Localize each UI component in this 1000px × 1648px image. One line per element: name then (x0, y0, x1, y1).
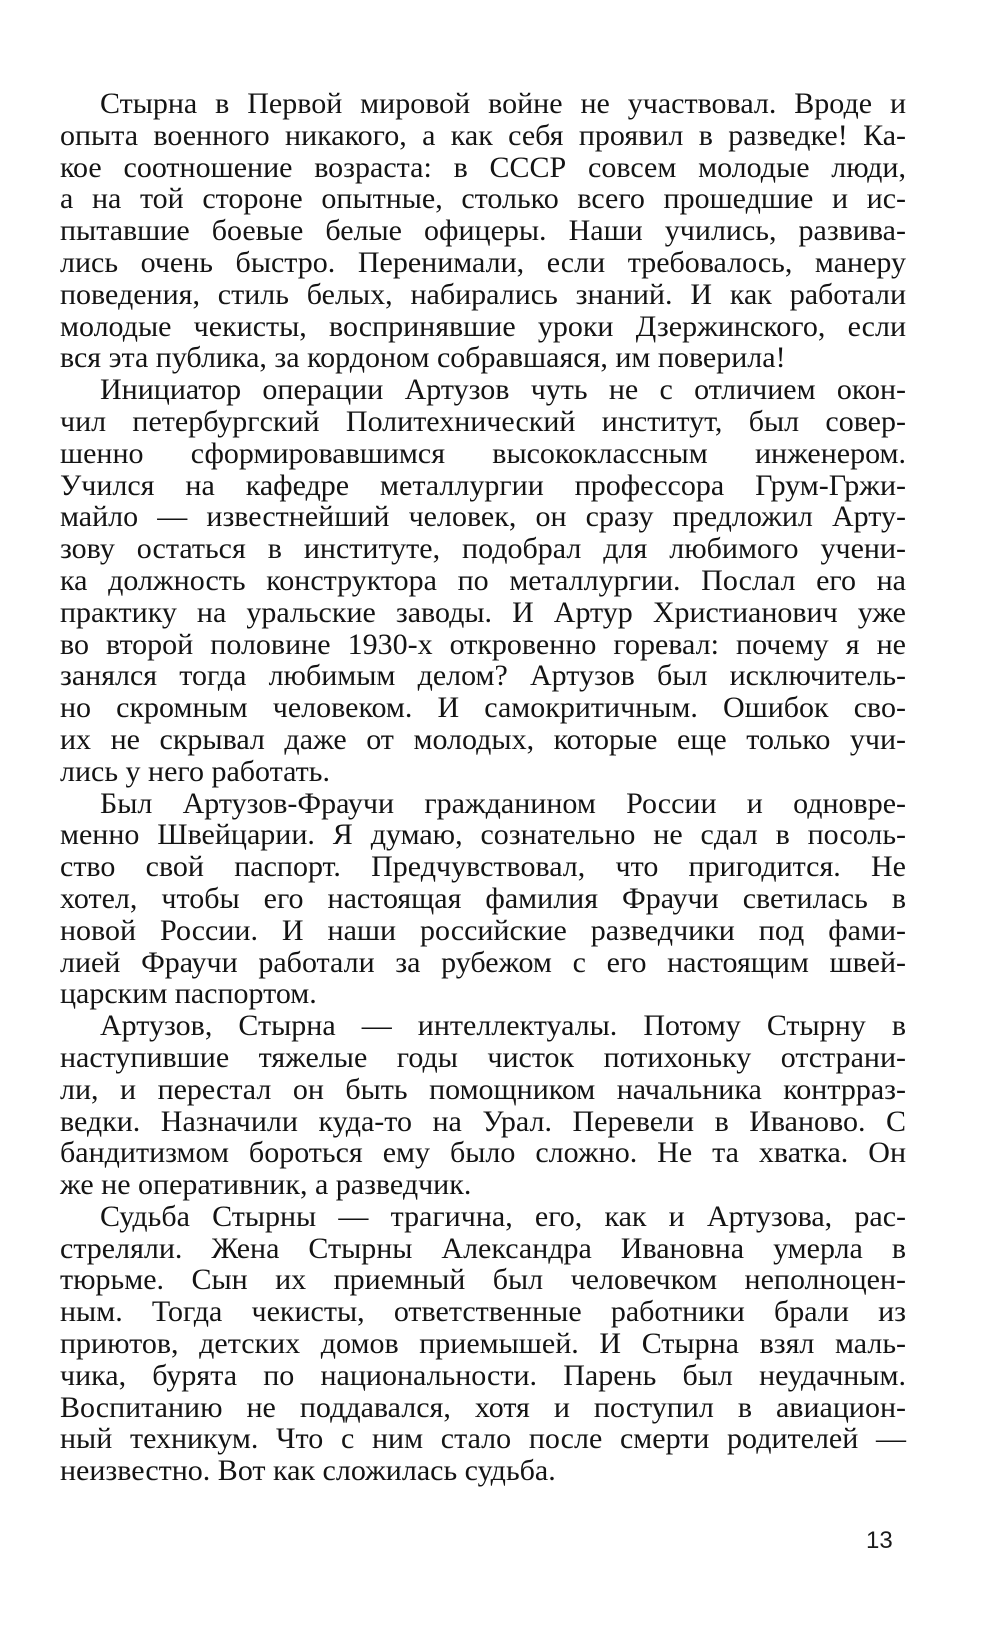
text-line: новой России. И наши российские разведчики под фами- (60, 913, 906, 947)
text-line: Артузов, Стырна — интеллектуалы. Потому Стырну в (100, 1009, 906, 1043)
text-line: менно Швейцарии. Я думаю, сознательно не сдал в посоль- (60, 818, 906, 852)
paragraph-3 (60, 788, 906, 1011)
text-line: поведения, стиль белых, набирались знаний. И как работали (60, 277, 906, 311)
text-line: ли, и перестал он быть помощником начальника контрраз- (60, 1072, 906, 1106)
paragraph-4 (60, 1010, 906, 1201)
text-line: лией Фраучи работали за рубежом с его настоящим швей- (60, 945, 906, 979)
text-line: молодые чекисты, воспринявшие уроки Дзержинского, если (60, 309, 906, 343)
paragraph-1 (60, 88, 906, 374)
page-number: 13 (866, 1527, 893, 1554)
text-line: шенно сформировавшимся высококлассным инженером. (60, 436, 906, 470)
text-line: их не скрывал даже от молодых, которые еще только учи- (60, 722, 906, 756)
text-line: майло — известнейший человек, он сразу предложил Арту- (60, 500, 906, 534)
text-line: пытавшие боевые белые офицеры. Наши учились, развива- (60, 214, 906, 248)
text-line: тюрьме. Сын их приемный был человечком неполноцен- (60, 1263, 906, 1297)
text-line: Судьба Стырны — трагична, его, как и Артузова, рас- (100, 1199, 906, 1233)
text-line: чика, бурята по национальности. Парень был неудачным. (60, 1358, 906, 1392)
text-line: Стырна в Первой мировой войне не участвовал. Вроде и (100, 87, 906, 120)
text-line: ство свой паспорт. Предчувствовал, что пригодится. Не (60, 850, 906, 884)
text-line: чил петербургский Политехнический институт, был совер- (60, 404, 906, 438)
text-line: бандитизмом бороться ему было сложно. Не та хватка. Он (60, 1136, 906, 1170)
paragraph-2 (60, 374, 906, 787)
text-line: ведки. Назначили куда-то на Урал. Перевели в Иваново. С (60, 1104, 906, 1138)
text-line: Был Артузов-Фраучи гражданином России и одновре- (100, 786, 906, 820)
text-line: ный техникум. Что с ним стало после смерти родителей — (60, 1422, 906, 1456)
text-line: во второй половине 1930-х откровенно горевал: почему я не (60, 627, 906, 661)
text-line: Учился на кафедре металлургии профессора Грум-Гржи- (60, 468, 906, 502)
text-line: но скромным человеком. И самокритичным. Ошибок сво- (60, 691, 906, 725)
text-line: лись очень быстро. Перенимали, если требовалось, манеру (60, 245, 906, 279)
text-line: хотел, чтобы его настоящая фамилия Фраучи светилась в (60, 881, 906, 915)
text-line: вся эта публика, за кордоном собравшаяся, им поверила! (60, 341, 786, 375)
text-line: неизвестно. Вот как сложилась судьба. (60, 1454, 556, 1488)
text-line: стреляли. Жена Стырны Александра Ивановна умерла в (60, 1231, 906, 1265)
text-line: ным. Тогда чекисты, ответственные работники брали из (60, 1295, 906, 1329)
text-line: лись у него работать. (60, 754, 330, 788)
text-line: кое соотношение возраста: в СССР совсем молодые люди, (60, 150, 906, 184)
paragraph-5 (60, 1201, 906, 1487)
text-line: приютов, детских домов приемышей. И Стырна взял маль- (60, 1327, 906, 1361)
text-line: практику на уральские заводы. И Артур Христианович уже (60, 595, 906, 629)
body-text (60, 88, 906, 1487)
text-line: опыта военного никакого, а как себя проявил в разведке! Ка- (60, 118, 906, 152)
text-line: Инициатор операции Артузов чуть не с отличием окон- (100, 373, 906, 407)
text-line: же не оперативник, а разведчик. (60, 1168, 472, 1202)
text-line: Воспитанию не поддавался, хотя и поступил в авиацион- (60, 1390, 906, 1424)
text-line: ка должность конструктора по металлургии. Послал его на (60, 563, 906, 597)
text-line: царским паспортом. (60, 977, 317, 1011)
text-line: наступившие тяжелые годы чисток потихоньку отстрани- (60, 1040, 906, 1074)
text-line: а на той стороне опытные, столько всего прошедшие и ис- (60, 182, 906, 216)
text-line: занялся тогда любимым делом? Артузов был исключитель- (60, 659, 906, 693)
text-line: зову остаться в институте, подобрал для любимого учени- (60, 532, 906, 566)
